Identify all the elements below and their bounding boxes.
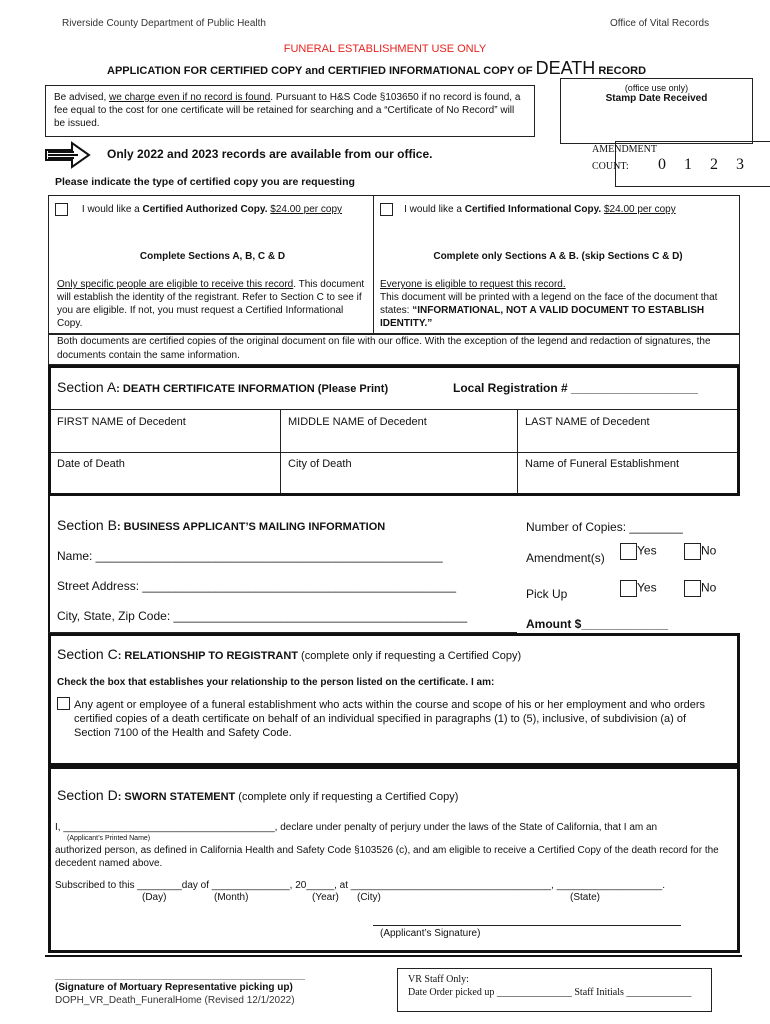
page-title [107,58,646,79]
funeral-agent-checkbox[interactable] [57,697,70,710]
header-department: Riverside County Department of Public Health [62,18,266,29]
funeral-establishment-field[interactable]: Name of Funeral Establishment [525,458,680,470]
informational-desc: Everyone is eligible to request this record. This document will be printed with a legend on the face of the document that states: “INFORMATIONAL, NOT A VALID DOCUMENT TO ESTABLISH IDENTITY.” [380,279,718,329]
section-a-title: Section A: DEATH CERTIFICATE INFORMATION (Please Print) [57,379,389,395]
amendments-no[interactable]: No [684,543,716,560]
informational-option[interactable]: I would like a Certified Informational Copy. $24.00 per copy [380,202,735,218]
city-of-death-field[interactable]: City of Death [288,458,352,470]
amendments-yes[interactable]: Yes [620,543,657,560]
name-field[interactable]: Name: ____________________________________________________ [57,549,443,563]
local-registration: Local Registration # ___________________ [453,381,698,395]
informational-complete: Complete only Sections A & B. (skip Sections C & D) [433,251,683,262]
applicant-name-line[interactable]: I, ______________________________________, declare under penalty of perjury under the laws of the State of California, that I am an [55,822,658,833]
stamp-box: (office use only) Stamp Date Received [560,78,753,144]
number-of-copies-field[interactable]: Number of Copies: ________ [526,520,683,534]
day-caption: (Day) [142,892,167,903]
availability-note: Only 2022 and 2023 records are available from our office. [107,147,433,161]
last-name-field[interactable]: LAST NAME of Decedent [525,416,650,428]
funeral-agent-option: Any agent or employee of a funeral establishment who acts within the course and scope of his or her employment and who orders certified copies of a death certificate on behalf of an individual specified in paragraphs (1) to (5), inclusive, of subdivision (a) of Section 7100 of the Health and Safety Code. [74,699,706,739]
red-title: FUNERAL ESTABLISHMENT USE ONLY [283,43,487,55]
subscribed-line[interactable]: Subscribed to this ________day of ______________, 20_____, at ____________________________________, ___________________. [55,880,666,891]
mortuary-signature-caption: (Signature of Mortuary Representative picking up) [55,982,293,993]
month-caption: (Month) [214,892,249,903]
arrow-icon [44,140,92,170]
authorized-statement: authorized person, as defined in California Health and Safety Code §103526 (c), and am eligible to receive a Certified Copy of the death record for the decedent named above. [55,845,719,869]
amendment-label: AMENDMENT [592,144,657,155]
notice-box: Be advised, we charge even if no record is found. Pursuant to H&S Code §103650 if no record is found, a fee equal to the cost for one certificate will be retained for searching and a “Certificate of No Record” will be issued. [45,85,535,137]
section-c-title: Section C: RELATIONSHIP TO REGISTRANT (complete only if requesting a Certified Copy) [57,646,522,662]
authorized-complete: Complete Sections A, B, C & D [139,251,286,262]
both-note: Both documents are certified copies of the original document on file with our office. With the exception of the legend and redaction of signatures, the documents contain the same information. [57,336,711,361]
authorized-option[interactable]: I would like a Certified Authorized Copy. $24.00 per copy [55,202,365,218]
signature-line[interactable] [373,925,681,926]
title-pre: APPLICATION FOR CERTIFIED COPY and CERTIFIED INFORMATIONAL COPY OF [107,65,533,77]
vr-staff-box: VR Staff Only: Date Order picked up _______________ Staff Initials _____________ [397,968,712,1012]
indicate-heading: Please indicate the type of certified copy you are requesting [55,176,355,188]
mortuary-signature-line[interactable] [55,979,305,980]
section-d-title: Section D: SWORN STATEMENT (complete only if requesting a Certified Copy) [57,787,459,803]
section-c-instruction: Check the box that establishes your relationship to the person listed on the certificate. I am: [57,677,495,688]
count-label: COUNT: [592,161,629,172]
city-caption: (City) [357,892,381,903]
authorized-desc: Only specific people are eligible to receive this record. This document will establish the identity of the registrant. Refer to Section C to see if you are eligible. If not, you must request a Certified Informational Copy. [57,279,365,329]
year-caption: (Year) [312,892,339,903]
city-state-zip-field[interactable]: City, State, Zip Code: ____________________________________________ [57,609,468,623]
pickup-label: Pick Up [526,587,568,601]
form-id: DOPH_VR_Death_FuneralHome (Revised 12/1/2022) [55,995,295,1006]
pickup-no[interactable]: No [684,580,716,597]
state-caption: (State) [570,892,601,903]
title-death: DEATH [535,58,596,78]
first-name-field[interactable]: FIRST NAME of Decedent [57,416,186,428]
authorized-checkbox[interactable] [55,203,68,216]
amendments-label: Amendment(s) [526,551,605,565]
middle-name-field[interactable]: MIDDLE NAME of Decedent [288,416,427,428]
title-post: RECORD [598,65,647,77]
pickup-yes[interactable]: Yes [620,580,657,597]
date-of-death-field[interactable]: Date of Death [57,458,125,470]
street-address-field[interactable]: Street Address: _______________________________________________ [57,579,457,593]
section-b-title: Section B: BUSINESS APPLICANT’S MAILING INFORMATION [57,517,386,533]
header-office: Office of Vital Records [610,18,710,29]
amendment-digits: 0 1 2 3 [658,156,744,173]
informational-checkbox[interactable] [380,203,393,216]
printed-name-caption: (Applicant’s Printed Name) [67,835,151,842]
applicant-signature-caption: (Applicant’s Signature) [380,928,481,939]
amount-field[interactable]: Amount $_____________ [526,617,669,631]
